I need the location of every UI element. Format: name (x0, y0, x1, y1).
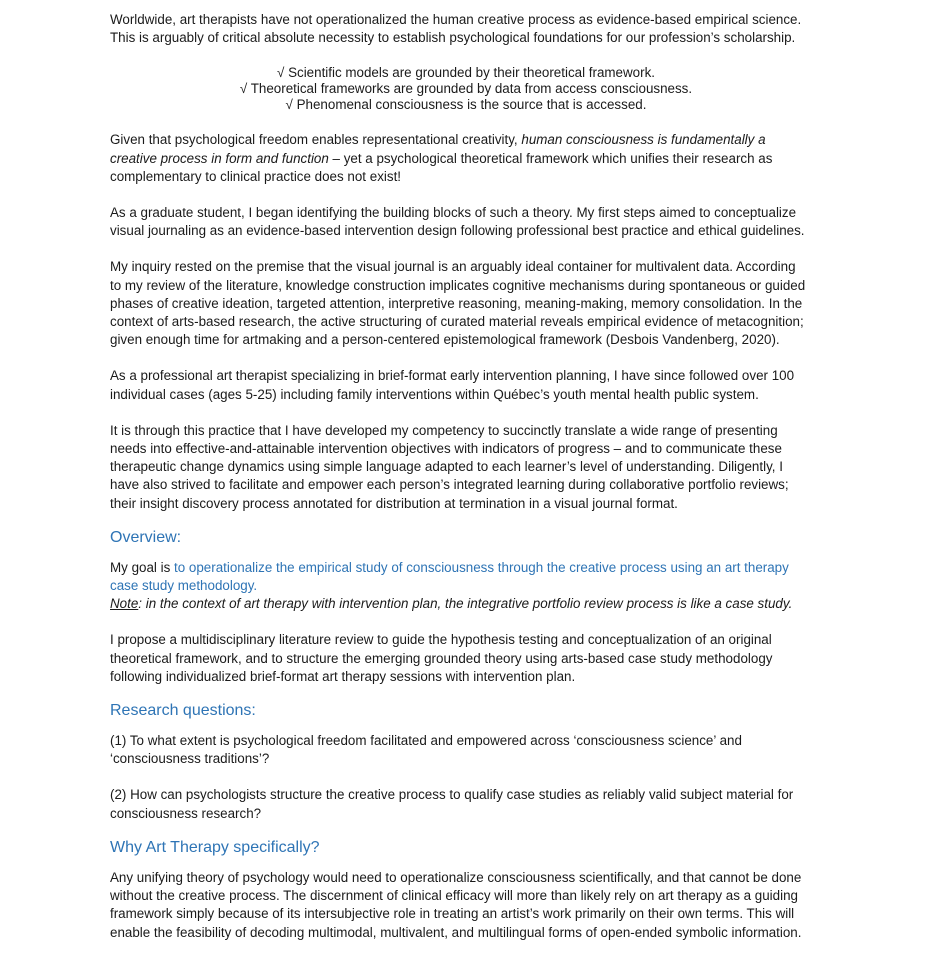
research-question-2: (2) How can psychologists structure the creative process to qualify case studies as reliably valid subject material for consciousness research? (110, 787, 794, 821)
checklist-item: √ Theoretical frameworks are grounded by data from access consciousness. (239, 81, 693, 97)
freedom-lead: Given that psychological freedom enables representational creativity, (110, 132, 522, 148)
research-heading: Research questions: (110, 702, 256, 720)
goal-lead: My goal is (110, 559, 174, 575)
practice-paragraph: It is through this practice that I have developed my competency to succinctly translate a wide range of presenting needs into effective-and-attainable intervention objectives with indicators of progress – and to communicate these therapeutic change dynamics using simple language adapted to each learner’s level of understanding. Diligently, I have also strived to facilitate and empower each person’s integrated learning during collaborative portfolio reviews; their insight discovery process annotated for distribution at termination in a visual journal format. (110, 422, 789, 511)
goal-paragraph (110, 559, 836, 595)
professional-paragraph: As a professional art therapist specializing in brief-format early intervention planning, I have since followed over 100 individual cases (ages 5-25) including family interventions within Québec’s youth mental health public system. (110, 368, 795, 402)
freedom-rest: – yet a psychological theoretical framework which unifies their research as complementary to clinical practice does not exist! (110, 150, 773, 184)
goal-link[interactable]: to operationalize the empirical study of consciousness through the creative process using an art therapy case study methodology. (110, 559, 789, 594)
proposal-paragraph: I propose a multidisciplinary literature review to guide the hypothesis testing and conceptualization of an original theoretical framework, and to structure the emerging grounded theory using arts-based case study methodology following individualized brief-format art therapy sessions with intervention plan. (110, 632, 773, 684)
note-text: : in the context of art therapy with intervention plan, the integrative portfolio review process is like a case study. (138, 596, 793, 612)
intro-paragraph: Worldwide, art therapists have not operationalized the human creative process as evidence-based empirical science. This is arguably of critical absolute necessity to establish psychological foundations for our profession’s scholarship. (110, 12, 802, 46)
note-label: Note (110, 596, 139, 612)
checklist-item: √ Scientific models are grounded by their theoretical framework. (277, 65, 655, 81)
checklist (110, 65, 836, 113)
note-paragraph (110, 595, 836, 613)
why-paragraph: Any unifying theory of psychology would need to operationalize consciousness scientifically, and that cannot be done without the creative process. The discernment of clinical efficacy will more than likely rely on art therapy as a guiding framework simply because of its intersubjective role in treating an artist’s work primarily on their own terms. This will enable the feasibility of decoding multimodal, multivalent, and multilingual forms of open-ended symbolic information. (110, 869, 802, 940)
overview-heading: Overview: (110, 528, 182, 546)
why-heading: Why Art Therapy specifically? (110, 838, 320, 856)
graduate-paragraph: As a graduate student, I began identifying the building blocks of such a theory. My first steps aimed to conceptualize visual journaling as an evidence-based intervention design following professional best practice and ethical guidelines. (110, 205, 805, 239)
research-question-1: (1) To what extent is psychological freedom facilitated and empowered across ‘consciousness science’ and ‘consciousness traditions’? (110, 733, 742, 767)
checklist-item: √ Phenomenal consciousness is the source that is accessed. (285, 97, 647, 113)
freedom-emphasis: human consciousness is fundamentally a creative process in form and function (110, 132, 766, 166)
inquiry-paragraph: My inquiry rested on the premise that the visual journal is an arguably ideal container for multivalent data. According to my review of the literature, knowledge construction implicates cognitive mechanisms during spontaneous or guided phases of creative ideation, targeted attention, interpretive reasoning, meaning-making, memory consolidation. In the context of arts-based research, the active structuring of curated material reveals empirical evidence of metacognition; given enough time for artmaking and a person-centered epistemological framework (Desbois Vandenberg, 2020). (110, 259, 806, 348)
freedom-paragraph (110, 131, 836, 186)
